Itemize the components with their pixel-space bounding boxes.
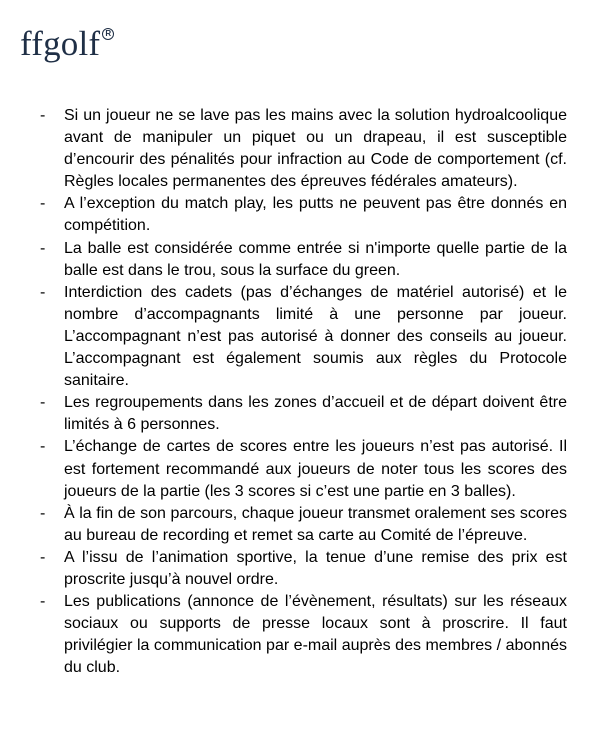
bullet-text: Les regroupements dans les zones d’accueil et de départ doivent être limités à 6 personnes.: [64, 394, 567, 434]
bullet-item: [40, 105, 567, 193]
bullet-dash: -: [40, 239, 46, 257]
bullet-dash: -: [40, 394, 46, 412]
bullet-text: À la fin de son parcours, chaque joueur transmet oralement ses scores au bureau de recording et remet sa carte au Comité de l’épreuve.: [64, 504, 567, 544]
bullet-text: Interdiction des cadets (pas d’échanges de matériel autorisé) et le nombre d’accompagnants limité à une personne par joueur. L’accompagnant n’est pas autorisé à donner des conseils au joueur. L’accompagnant est également soumis aux règles du Protocole sanitaire.: [64, 283, 567, 390]
bullet-item: [40, 238, 567, 282]
bullet-item: [40, 436, 567, 502]
bullet-dash: -: [40, 504, 46, 522]
logo-text: ffgolf: [20, 24, 101, 63]
bullet-item: [40, 392, 567, 436]
bullet-dash: -: [40, 593, 46, 611]
bullet-text: L’échange de cartes de scores entre les joueurs n’est pas autorisé. Il est fortement recommandé aux joueurs de noter tous les scores des joueurs de la partie (les 3 scores si c’est une partie en 3 balles).: [64, 438, 567, 500]
bullet-dash: -: [40, 107, 46, 124]
bullet-item: [40, 591, 567, 679]
bullet-dash: -: [40, 438, 46, 456]
ffgolf-logo: [20, 24, 114, 68]
bullet-dash: -: [40, 283, 46, 301]
rules-bullet-list: [40, 105, 567, 679]
bullet-dash: -: [40, 195, 46, 213]
bullet-text: A l’exception du match play, les putts ne peuvent pas être donnés en compétition.: [64, 195, 567, 235]
bullet-text: A l’issu de l’animation sportive, la tenue d’une remise des prix est proscrite jusqu’à nouvel ordre.: [64, 548, 567, 588]
bullet-item: [40, 282, 567, 392]
registered-mark-icon: R: [102, 28, 114, 40]
bullet-text: Si un joueur ne se lave pas les mains avec la solution hydroalcoolique avant de manipuler un piquet ou un drapeau, il est susceptible d’encourir des pénalités pour infraction au Code de comportement (cf. Règles locales permanentes des épreuves fédérales amateurs).: [64, 107, 567, 191]
bullet-item: [40, 193, 567, 237]
bullet-item: [40, 503, 567, 547]
bullet-item: [40, 547, 567, 591]
bullet-text: La balle est considérée comme entrée si n'importe quelle partie de la balle est dans le trou, sous la surface du green.: [64, 239, 567, 279]
bullet-dash: -: [40, 548, 46, 566]
bullet-text: Les publications (annonce de l’évènement, résultats) sur les réseaux sociaux ou supports de presse locaux sont à proscrire. Il faut privilégier la communication par e-mail auprès des membres / abonnés du club.: [64, 593, 567, 677]
